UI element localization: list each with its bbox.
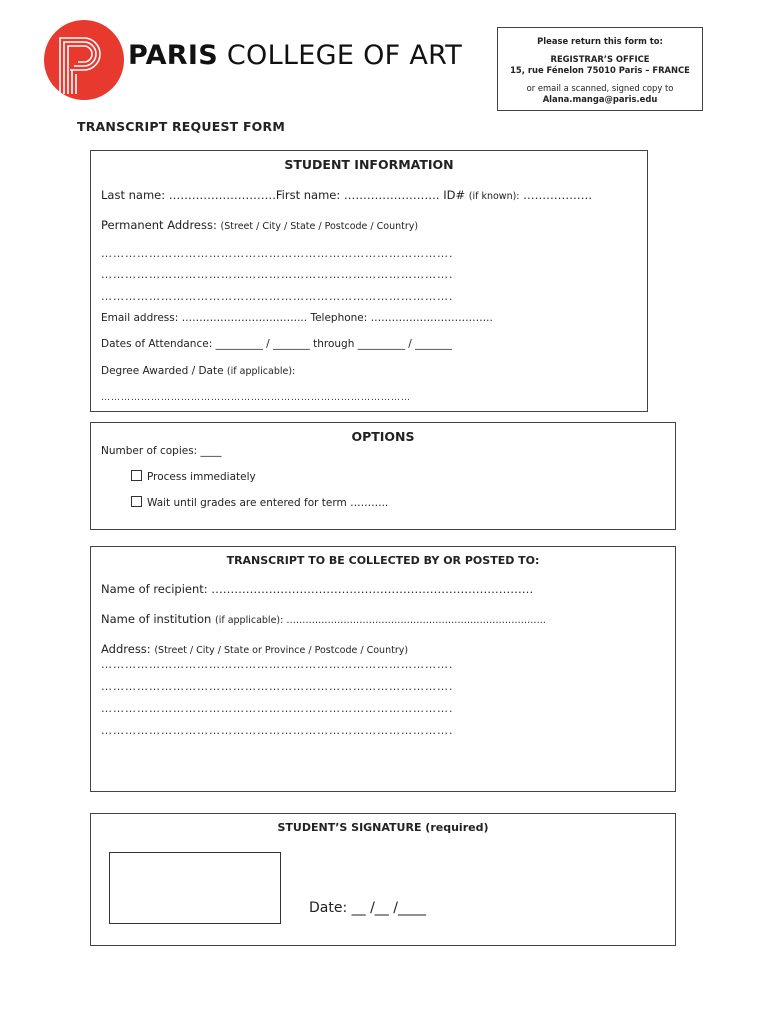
process-immediately-checkbox[interactable] — [131, 470, 142, 481]
permanent-address-label-line — [101, 218, 418, 232]
delivery-address-line-2[interactable]: ……………………………………………………………………………. — [101, 680, 454, 693]
dates-attendance-line[interactable]: Dates of Attendance: _________ / _______ through _________ / _______ — [101, 338, 452, 350]
brand-bold: PARIS — [128, 40, 218, 71]
degree-awarded-line — [101, 365, 295, 377]
form-title: TRANSCRIPT REQUEST FORM — [77, 119, 285, 134]
registrar-office: REGISTRAR’S OFFICE — [550, 54, 650, 64]
student-info-title: STUDENT INFORMATION — [284, 157, 454, 172]
return-address-box — [497, 27, 703, 111]
options-title: OPTIONS — [351, 429, 415, 444]
option-2-label: Wait until grades are entered for term ……….. — [147, 497, 389, 509]
delivery-address-line-3[interactable]: ……………………………………………………………………………. — [101, 702, 454, 715]
signature-section — [90, 813, 676, 946]
registrar-address: 15, rue Fénelon 75010 Paris – FRANCE — [510, 65, 690, 75]
degree-dots[interactable]: ………………………………………………………………………………… — [101, 393, 411, 403]
signature-title: STUDENT’S SIGNATURE (required) — [277, 821, 489, 834]
signature-date-line[interactable]: Date: __ /__ /____ — [309, 900, 426, 916]
options-section — [90, 422, 676, 530]
permanent-address-hint: (Street / City / State / Postcode / Country) — [220, 221, 419, 232]
student-info-section — [90, 150, 648, 412]
institution-label: Name of institution — [101, 612, 212, 626]
registrar-email: Alana.manga@paris.edu — [542, 94, 658, 104]
institution-dots: ………………………………………………………………………. — [283, 615, 546, 626]
delivery-address-label: Address: — [101, 642, 151, 656]
institution-line[interactable] — [101, 612, 546, 626]
name-id-text: Last name: ……………………….First name: ……………………. ID# — [101, 188, 466, 202]
permanent-address-label: Permanent Address: — [101, 218, 217, 232]
option-process-immediately[interactable] — [131, 470, 256, 483]
delivery-title: TRANSCRIPT TO BE COLLECTED BY OR POSTED TO: — [226, 554, 540, 567]
college-logo — [44, 20, 124, 100]
institution-hint: (if applicable): — [214, 615, 284, 626]
delivery-address-hint: (Street / City / State or Province / Postcode / Country) — [154, 645, 409, 656]
email-instruction: or email a scanned, signed copy to — [526, 83, 674, 93]
copies-line[interactable]: Number of copies: ____ — [101, 445, 222, 457]
delivery-address-label-line — [101, 642, 408, 656]
address-line-1[interactable]: ……………………………………………………………………………. — [101, 247, 454, 260]
degree-hint: (if applicable): — [226, 366, 296, 377]
return-instruction: Please return this form to: — [537, 36, 663, 46]
option-wait-grades[interactable] — [131, 496, 388, 509]
address-line-3[interactable]: ……………………………………………………………………………. — [101, 290, 454, 303]
brand-rest: COLLEGE OF ART — [218, 40, 463, 71]
delivery-address-line-4[interactable]: ……………………………………………………………………………. — [101, 724, 454, 737]
recipient-line[interactable]: Name of recipient: ………………………………………………………………………… — [101, 582, 534, 596]
name-id-line[interactable] — [101, 188, 592, 202]
delivery-section — [90, 546, 676, 792]
email-telephone-line[interactable]: Email address: ……………………………... Telephone: …………………………….. — [101, 312, 493, 324]
signature-box[interactable] — [109, 852, 281, 924]
delivery-address-line-1[interactable]: ……………………………………………………………………………. — [101, 658, 454, 671]
wait-grades-checkbox[interactable] — [131, 496, 142, 507]
address-line-2[interactable]: ……………………………………………………………………………. — [101, 268, 454, 281]
option-1-label: Process immediately — [147, 471, 256, 483]
logo-p-mark-icon — [54, 32, 106, 94]
id-hint: (if known): — [468, 191, 520, 202]
college-name — [128, 40, 462, 71]
degree-label: Degree Awarded / Date — [101, 365, 224, 377]
id-dots: ……………… — [519, 188, 593, 202]
